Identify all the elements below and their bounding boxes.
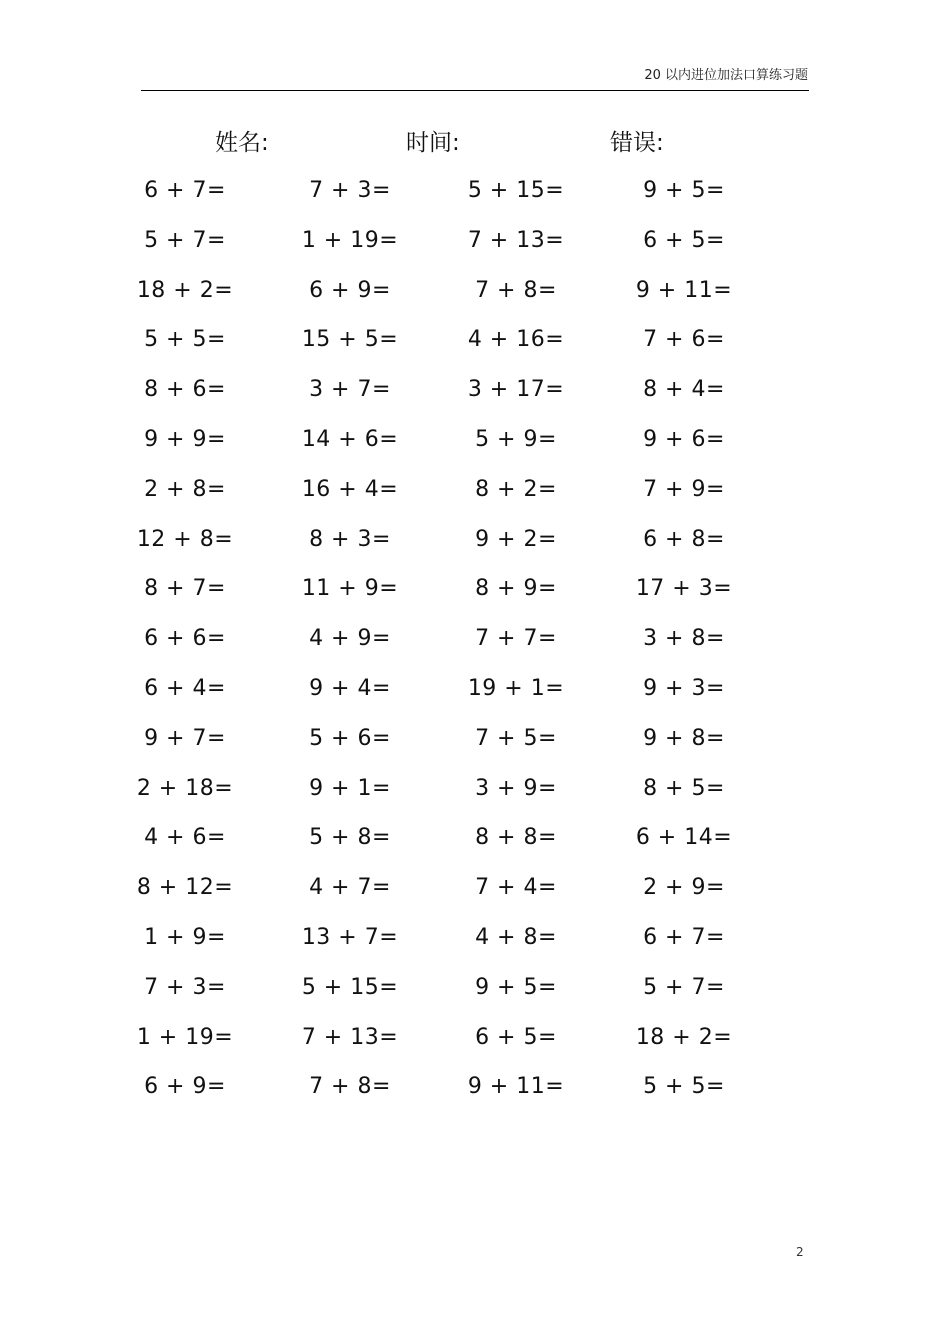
problem-item: 9 + 6= <box>643 427 725 452</box>
problem-item: 6 + 14= <box>635 825 733 851</box>
problem-item: 6 + 8= <box>643 526 725 552</box>
problem-item: 2 + 8= <box>144 476 226 502</box>
problem-item: 9 + 4= <box>309 676 391 701</box>
problem-item: 6 + 4= <box>144 676 226 701</box>
problem-item: 7 + 3= <box>309 178 391 203</box>
time-label: 时间: <box>406 130 460 156</box>
problem-item: 9 + 3= <box>643 676 725 701</box>
problem-item: 7 + 13= <box>467 227 565 253</box>
problem-item: 3 + 17= <box>467 377 565 403</box>
problem-item: 9 + 5= <box>475 974 557 1000</box>
problem-item: 7 + 6= <box>643 327 725 353</box>
problem-item: 17 + 3= <box>635 576 733 602</box>
problem-item: 7 + 13= <box>301 1024 399 1050</box>
problem-item: 9 + 11= <box>635 277 733 303</box>
problem-item: 15 + 5= <box>301 327 399 353</box>
problem-item: 5 + 9= <box>475 427 557 452</box>
problem-item: 2 + 18= <box>136 775 234 801</box>
problem-item: 8 + 3= <box>309 526 391 552</box>
problem-item: 9 + 9= <box>144 427 226 452</box>
problem-item: 9 + 11= <box>467 1074 565 1100</box>
problem-item: 6 + 7= <box>643 925 725 950</box>
problem-item: 8 + 8= <box>475 825 557 851</box>
problem-item: 8 + 6= <box>144 377 226 403</box>
problem-item: 7 + 3= <box>144 974 226 1000</box>
problem-item: 7 + 7= <box>475 626 557 652</box>
problem-item: 1 + 19= <box>301 227 399 253</box>
problem-item: 5 + 15= <box>467 178 565 203</box>
problem-item: 7 + 9= <box>643 476 725 502</box>
problem-item: 6 + 7= <box>144 178 226 203</box>
problem-item: 4 + 9= <box>309 626 391 652</box>
problem-item: 12 + 8= <box>136 526 234 552</box>
problem-item: 7 + 8= <box>475 277 557 303</box>
problem-item: 5 + 6= <box>309 725 391 751</box>
problem-item: 9 + 7= <box>144 725 226 751</box>
problem-item: 4 + 16= <box>467 327 565 353</box>
problem-item: 9 + 5= <box>643 178 725 203</box>
problem-item: 16 + 4= <box>301 476 399 502</box>
problem-item: 6 + 5= <box>643 227 725 253</box>
problem-item: 5 + 5= <box>643 1074 725 1100</box>
page-number: 2 <box>796 1245 804 1259</box>
problem-item: 1 + 9= <box>144 925 226 950</box>
errors-label: 错误: <box>610 130 664 156</box>
problem-item: 8 + 7= <box>144 576 226 602</box>
problem-item: 5 + 7= <box>643 974 725 1000</box>
problem-item: 4 + 7= <box>309 875 391 901</box>
problem-item: 18 + 2= <box>136 277 234 303</box>
name-label: 姓名: <box>215 130 269 156</box>
header-title: 20 以内进位加法口算练习题 <box>644 68 808 83</box>
problem-item: 4 + 6= <box>144 825 226 851</box>
problem-item: 5 + 8= <box>309 825 391 851</box>
problem-item: 9 + 1= <box>309 775 391 801</box>
problem-item: 4 + 8= <box>475 925 557 950</box>
problem-item: 5 + 5= <box>144 327 226 353</box>
problem-item: 7 + 5= <box>475 725 557 751</box>
problem-item: 14 + 6= <box>301 427 399 452</box>
problem-item: 18 + 2= <box>635 1024 733 1050</box>
problem-item: 7 + 4= <box>475 875 557 901</box>
problem-item: 19 + 1= <box>467 676 565 701</box>
problem-item: 8 + 12= <box>136 875 234 901</box>
problem-item: 8 + 5= <box>643 775 725 801</box>
problem-item: 8 + 2= <box>475 476 557 502</box>
problem-item: 2 + 9= <box>643 875 725 901</box>
problem-item: 13 + 7= <box>301 925 399 950</box>
problem-item: 6 + 6= <box>144 626 226 652</box>
problem-item: 5 + 15= <box>301 974 399 1000</box>
problem-item: 6 + 9= <box>144 1074 226 1100</box>
problem-item: 11 + 9= <box>301 576 399 602</box>
problem-item: 1 + 19= <box>136 1024 234 1050</box>
problem-item: 9 + 8= <box>643 725 725 751</box>
problem-item: 3 + 8= <box>643 626 725 652</box>
problem-item: 3 + 9= <box>475 775 557 801</box>
problem-item: 8 + 9= <box>475 576 557 602</box>
problem-item: 9 + 2= <box>475 526 557 552</box>
problem-item: 6 + 5= <box>475 1024 557 1050</box>
problem-item: 5 + 7= <box>144 227 226 253</box>
problem-item: 3 + 7= <box>309 377 391 403</box>
problem-item: 8 + 4= <box>643 377 725 403</box>
problem-item: 7 + 8= <box>309 1074 391 1100</box>
problem-item: 6 + 9= <box>309 277 391 303</box>
